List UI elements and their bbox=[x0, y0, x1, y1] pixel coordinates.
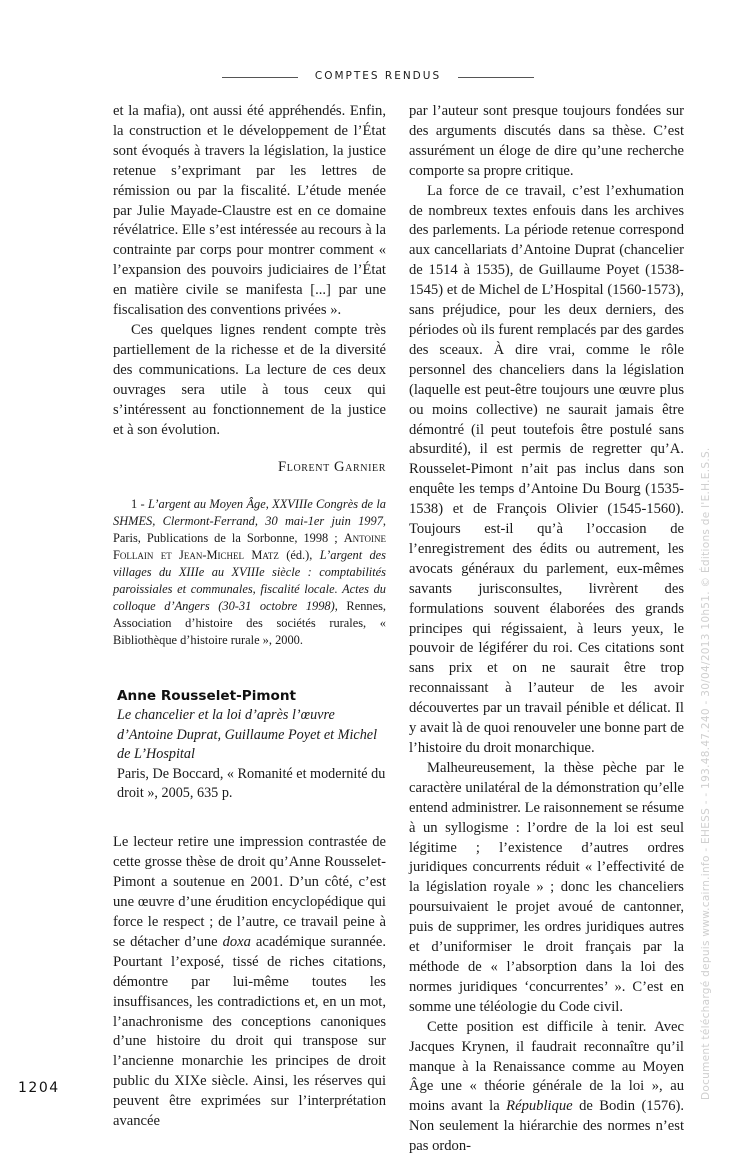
header-rule-left bbox=[222, 77, 298, 78]
footnote bbox=[113, 496, 386, 649]
header-title: COMPTES RENDUS bbox=[314, 70, 442, 82]
paragraph: Malheureusement, la thèse pèche par le caractère unilatéral de la démonstration qu’elle entend administrer. Le raisonnement se résume à un syllogisme : l’ordre de la loi est seul légitime ; l’existence d’autres ordres juridiques concurrents réduit « l’effectivité de la législation royale » ; donc les chanceliers poursuivaient le projet avoué de cantonner, puis de supprimer, les ordres juridiques autres et d’uniformiser le droit français par la méthode de « l’absorption dans la loi des normes juridiques ‘concurrentes’ ». C’est en somme une téléologie du Code civil. bbox=[409, 759, 684, 1015]
review-signature: Florent Garnier bbox=[278, 459, 386, 476]
paragraph: La force de ce travail, c’est l’exhumation de nombreux textes enfouis dans les archives des parlements. La période retenue correspond aux cancellariats d’Antoine Duprat (chancelier de 1514 à 1535), de Guillaume Poyet (1538-1545) et de Michel de L’Hospital (1560-1573), sans préjudice, pour les deux derniers, des périodes où ils furent remplacés par des gardes des sceaux. À dire vrai, comme le rôle personnel des chanceliers dans la législation (laquelle est peut-être toujours une œuvre plus ou moins collective) ne saurait jamais être démontré (il peut toutefois être postulé sans absurdité), il est permis de regretter qu’A. Rousselet-Pimont n’ait pas inclus dans son enquête les temps d’Antoine Du Bourg (1535-1538) et de François Olivier (1545-1560). Toujours est-il qu’à l’occasion de l’enregistrement des édits ou autrement, les avocats généraux du parlement, eux-mêmes savants jurisconsultes, livrèrent des formulations souvent élaborées des grands principes qui régissaient, à leurs yeux, le pouvoir de légiférer du roi. Ces citations sont sans prix et on ne saurait être trop reconnaissant à l’auteur de les avoir découvertes par un travail pénible et délicat. Il y avait là de quoi renouveler une bonne part de l’histoire du droit monarchique. bbox=[409, 182, 684, 756]
paragraph: par l’auteur sont presque toujours fondées sur des arguments discutés dans sa thèse. C’est assurément un éloge de dire qu’une recherche comporte sa propre critique. bbox=[409, 103, 684, 179]
book-reference bbox=[113, 687, 386, 803]
right-column bbox=[409, 102, 684, 1157]
running-header bbox=[0, 70, 754, 84]
footnote-title: L’argent au Moyen Âge, XXVIIIe Congrès de la SHMES, Clermont-Ferrand, 30 mai-1er juin 1997 bbox=[113, 497, 386, 529]
book-title: Le chancelier et la loi d’après l’œuvre d’Antoine Duprat, Guillaume Poyet et Michel de L’Hospital bbox=[117, 707, 378, 763]
paragraph: Ces quelques lignes rendent compte très partiellement de la richesse et de la diversité des communications. La lecture de ces deux ouvrages sera utile à tous ceux qui s’intéressent au fonctionnement de la justice et à son évolution. bbox=[113, 321, 386, 438]
italic-term: doxa bbox=[222, 933, 251, 950]
text-run: de Bodin (1576). Non seulement la hiérarchie des normes n’est pas ordon- bbox=[409, 1098, 684, 1155]
footnote-publisher: , Paris, Publications de la Sorbonne, 1998 ; bbox=[113, 514, 386, 546]
left-column bbox=[113, 102, 386, 1132]
header-rule-right bbox=[458, 77, 534, 78]
download-watermark: Document téléchargé depuis www.cairn.info - EHESS - - 193.48.47.240 - 30/04/2013 10h51. © Éditions de l'E.H.E.S.S. bbox=[700, 447, 712, 1100]
paragraph bbox=[409, 1018, 684, 1157]
footnote-publisher: , Rennes, Association d’histoire des sociétés rurales, « Bibliothèque d’histoire rurale », 2000. bbox=[113, 599, 387, 648]
paragraph: et la mafia), ont aussi été appréhendés. Enfin, la construction et le développement de l’État sont évoqués à travers la législation, la justice retenue s’exprimant par les lettres de rémission ou par la fiscalité. L’étude menée par Julie Mayade-Claustre est en ce domaine révélatrice. Elle s’est intéressée au recours à la contrainte par corps pour montrer comment « l’expansion des pouvoirs judiciaires de l’État en matière civile se manifesta [...] par une fiscalisation des conventions privées ». bbox=[113, 103, 386, 319]
page-number: 1204 bbox=[18, 1080, 60, 1096]
footnote-editor: (éd.), bbox=[278, 548, 320, 563]
book-author: Anne Rousselet-Pimont bbox=[117, 688, 297, 705]
footnote-number: 1 - bbox=[131, 497, 148, 512]
italic-term: République bbox=[506, 1098, 573, 1115]
paragraph bbox=[113, 833, 386, 1132]
text-run: Cette position est difficile à tenir. Avec Jacques Krynen, il faudrait reconnaître qu’il manque à la Renaissance comme au Moyen Âge une « théorie générale de la loi », au moins avant la bbox=[409, 1018, 684, 1115]
book-publication: Paris, De Boccard, « Romanité et modernité du droit », 2005, 635 p. bbox=[117, 765, 386, 801]
footnote-title: L’argent des villages du XIIIe au XVIIIe siècle : comptabilités paroissiales et communales, fiscalité locale. Actes du colloque d’Angers (30-31 octobre 1998) bbox=[113, 548, 387, 614]
text-run: académique surannée. Pourtant l’exposé, tissé de riches citations, démontre par lui-même toutes les insuffisances, les contradictions et, en un mot, l’anachronisme des conceptions canoniques d’une histoire du droit qui transpose sur l’ancienne monarchie les principes de droit public du XIXe siècle. Ainsi, les réserves qui peuvent être exprimées sur l’interprétation avancée bbox=[113, 933, 386, 1130]
text-run: Le lecteur retire une impression contrastée de cette grosse thèse de droit qu’Anne Rousselet-Pimont a soutenue en 2001. D’un côté, c’est une œuvre d’une érudition encyclopédique qui force le respect ; de l’autre, ce travail peine à se détacher d’une bbox=[113, 834, 386, 950]
footnote-authors: Antoine Follain et Jean-Michel Matz bbox=[113, 531, 386, 563]
